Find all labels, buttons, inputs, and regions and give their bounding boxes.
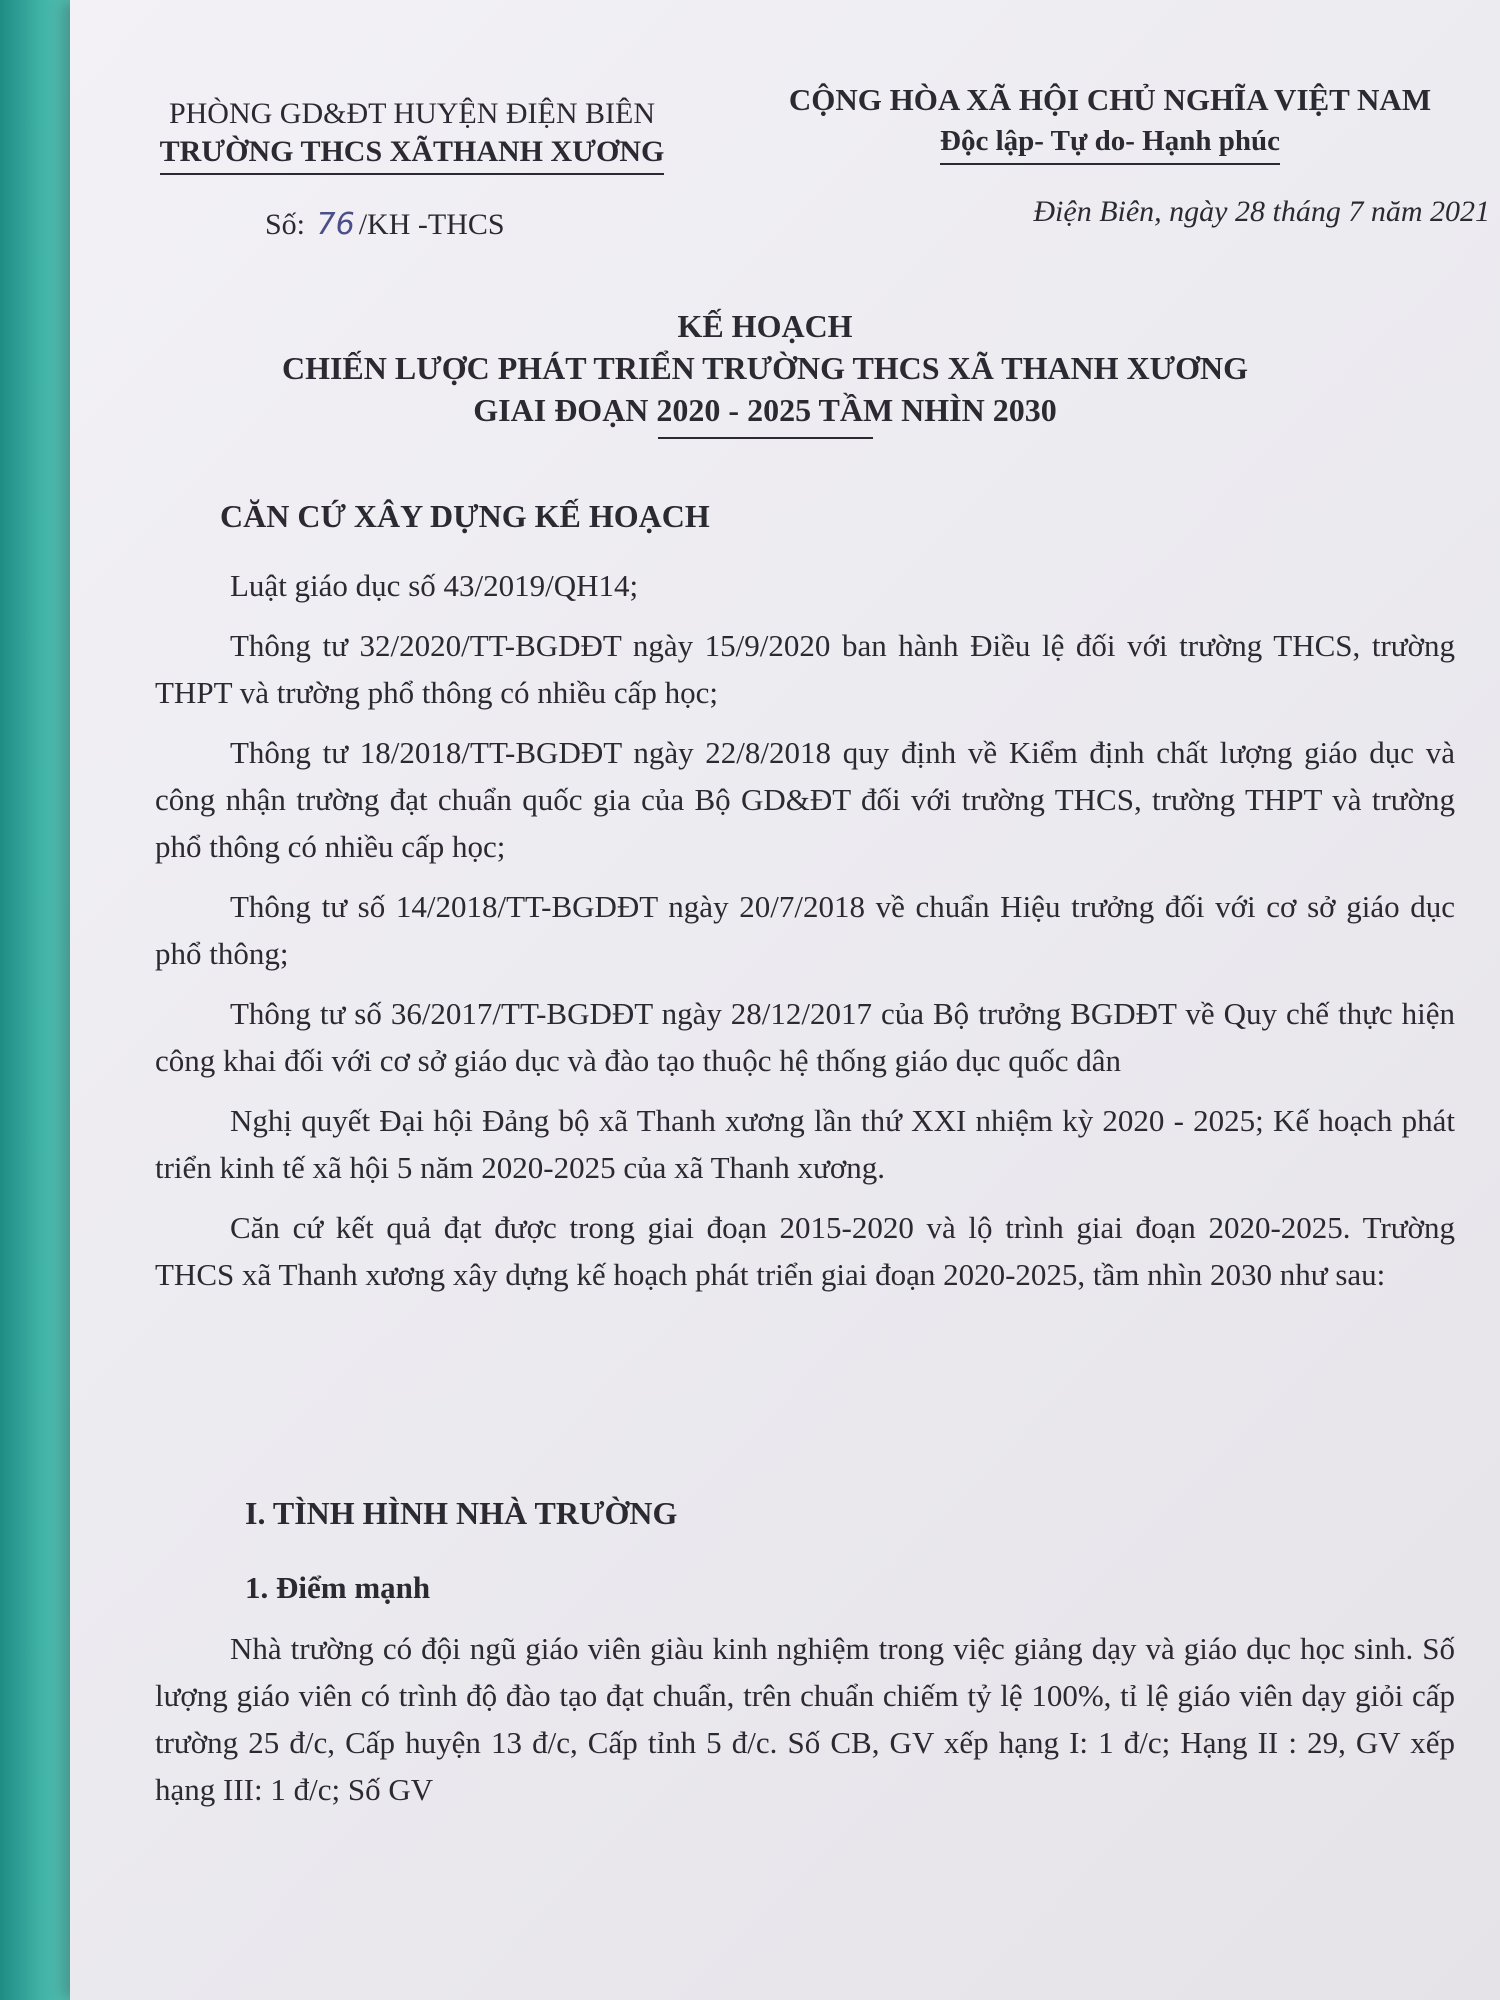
basis-item: Căn cứ kết quả đạt được trong giai đoạn 2015-2020 và lộ trình giai đoạn 2020-2025. Trường THCS xã Thanh xương xây dựng kế hoạch phát triển giai đoạn 2020-2025, tầm nhìn 2030 như sau: bbox=[155, 1210, 1455, 1292]
basis-item: Luật giáo dục số 43/2019/QH14; bbox=[230, 568, 639, 603]
title-line-3: GIAI ĐOẠN 2020 - 2025 TẦM NHÌN 2030 bbox=[473, 392, 1057, 428]
basis-item: Thông tư số 36/2017/TT-BGDĐT ngày 28/12/2017 của Bộ trưởng BGDĐT về Quy chế thực hiện công khai đối với cơ sở giáo dục và đào tạo thuộc hệ thống giáo dục quốc dân bbox=[155, 996, 1455, 1078]
issuing-agency-header bbox=[132, 95, 692, 175]
document-number-value: 76 bbox=[316, 207, 355, 242]
national-motto: Độc lập- Tự do- Hạnh phúc bbox=[940, 121, 1280, 165]
document-title bbox=[140, 305, 1390, 439]
title-line-1: KẾ HOẠCH bbox=[677, 308, 853, 344]
place-and-date: Điện Biên, ngày 28 tháng 7 năm 2021 bbox=[1033, 195, 1490, 228]
binder-strip bbox=[0, 0, 70, 2000]
document-number-prefix: Số: bbox=[265, 208, 306, 241]
section-1-heading: I. TÌNH HÌNH NHÀ TRƯỜNG bbox=[245, 1495, 678, 1531]
basis-item: Thông tư số 14/2018/TT-BGDĐT ngày 20/7/2018 về chuẩn Hiệu trưởng đối với cơ sở giáo dục phổ thông; bbox=[155, 889, 1455, 971]
basis-list bbox=[155, 562, 1455, 1311]
document-number-suffix: /KH -THCS bbox=[358, 208, 505, 241]
basis-item: Thông tư 18/2018/TT-BGDĐT ngày 22/8/2018 quy định về Kiểm định chất lượng giáo dục và công nhận trường đạt chuẩn quốc gia của Bộ GD&ĐT đối với trường THCS, trường THPT và trường phổ thông có nhiều cấp học; bbox=[155, 735, 1455, 864]
subsection-1-heading: 1. Điểm mạnh bbox=[245, 1570, 431, 1605]
basis-heading: CĂN CỨ XÂY DỰNG KẾ HOẠCH bbox=[220, 498, 710, 534]
department-name: PHÒNG GD&ĐT HUYỆN ĐIỆN BIÊN bbox=[168, 97, 656, 130]
strengths-paragraph: Nhà trường có đội ngũ giáo viên giàu kinh nghiệm trong việc giảng dạy và giáo dục học sinh. Số lượng giáo viên có trình độ đào tạo đạt chuẩn, trên chuẩn chiếm tỷ lệ 100%, tỉ lệ giáo viên dạy giỏi cấp trường 25 đ/c, Cấp huyện 13 đ/c, Cấp tỉnh 5 đ/c. Số CB, GV xếp hạng I: 1 đ/c; Hạng II : 29, GV xếp hạng III: 1 đ/c; Số GV bbox=[155, 1631, 1455, 1807]
national-header bbox=[720, 80, 1500, 165]
strengths-section bbox=[155, 1625, 1455, 1826]
title-divider bbox=[658, 437, 873, 439]
country-name: CỘNG HÒA XÃ HỘI CHỦ NGHĨA VIỆT NAM bbox=[788, 82, 1432, 117]
school-name: TRƯỜNG THCS XÃTHANH XƯƠNG bbox=[160, 133, 665, 175]
title-line-2: CHIẾN LƯỢC PHÁT TRIỂN TRƯỜNG THCS XÃ THANH XƯƠNG bbox=[281, 350, 1249, 386]
document-number bbox=[265, 207, 505, 242]
basis-item: Thông tư 32/2020/TT-BGDĐT ngày 15/9/2020 ban hành Điều lệ đối với trường THCS, trường THPT và trường phổ thông có nhiều cấp học; bbox=[155, 628, 1455, 710]
document-page bbox=[70, 0, 1500, 2000]
basis-item: Nghị quyết Đại hội Đảng bộ xã Thanh xương lần thứ XXI nhiệm kỳ 2020 - 2025; Kế hoạch phát triển kinh tế xã hội 5 năm 2020-2025 của xã Thanh xương. bbox=[155, 1103, 1455, 1185]
